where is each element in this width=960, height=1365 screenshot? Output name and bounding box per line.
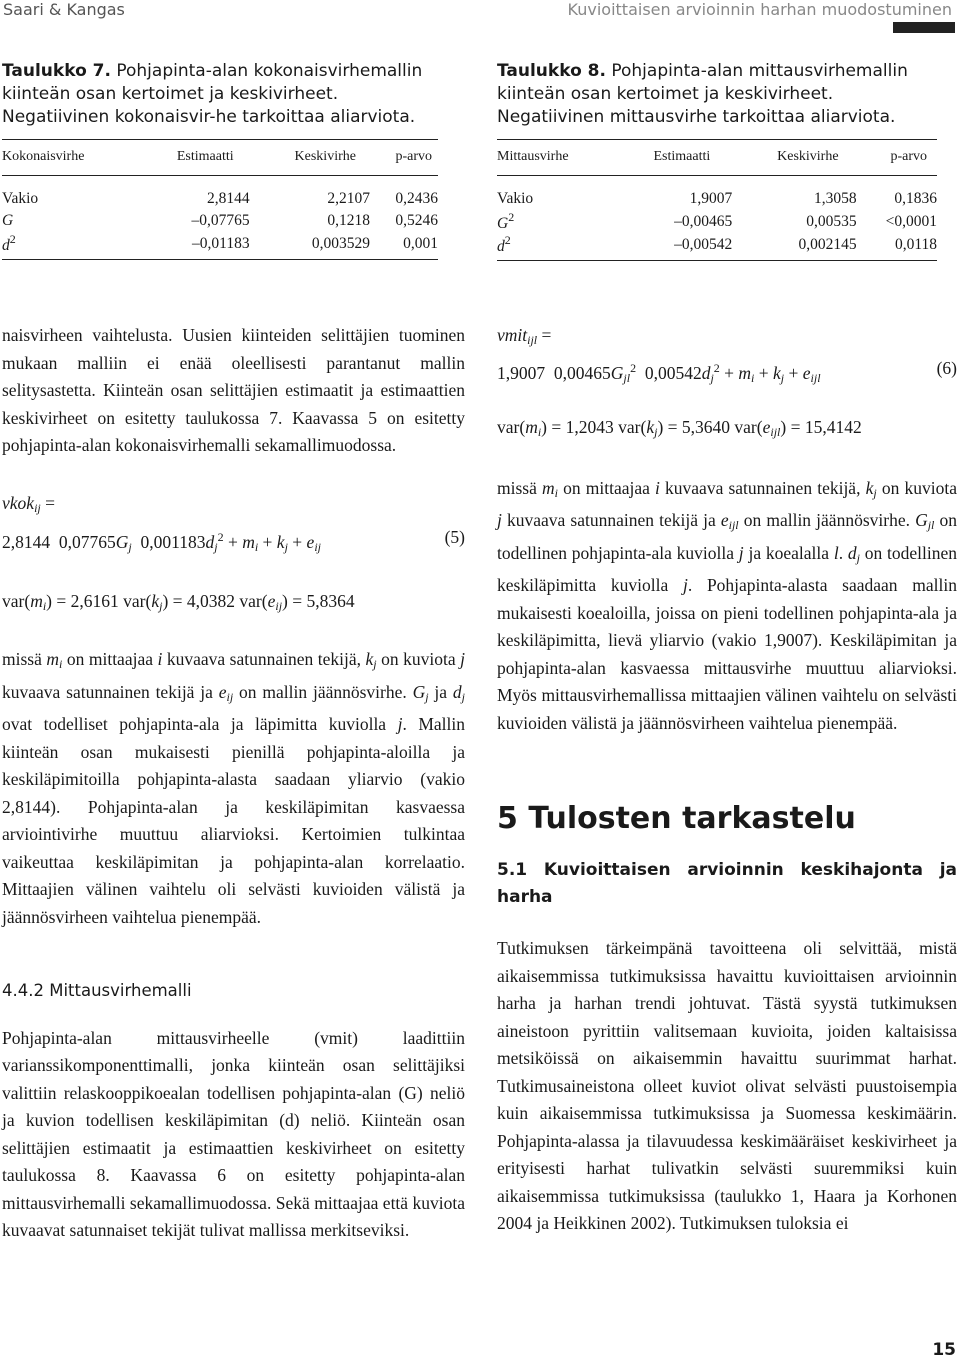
left-column: [2, 322, 465, 1245]
table-row: [2, 176, 438, 211]
table-8-bottom-rule: [497, 260, 937, 261]
table-row: [2, 210, 438, 232]
variance-components-6: var(mi) = 1,2043 var(kj) = 5,3640 var(eijl) = 15,4142: [497, 417, 862, 439]
equation-6: 1,9007 0,00465Gjl$^2$ $0,00542dj^2$ + mi + kj + eijl (6): [497, 355, 957, 393]
paragraph: naisvirheen vaihtelusta. Uusien kiinteiden selittäjien tuominen mukaan malliin ei enää oleellisesti parantanut mallin selitysastetta. Kiinteän osan selittäjien estimaatit ja estimaattien keskivirheet on esitetty taulukossa 7. Kaavassa 5 on esitetty pohjapinta-alan kokonaisvirhemalli sekamallimuodossa.: [2, 325, 465, 455]
subsection-heading: 4.4.2 Mittausvirhemalli: [2, 981, 192, 1000]
table-7-grid: [2, 140, 438, 255]
table-cell: 0,003529: [311, 234, 370, 252]
table-7-caption: [2, 60, 438, 129]
table-8-header: Estimaatti: [653, 149, 711, 164]
variance-components-5: var(mi) = 2,6161 var(kj) = 4,0382 var(eij) = 5,8364: [2, 590, 355, 613]
table-cell: Vakio: [2, 190, 39, 207]
table-7: [2, 60, 438, 260]
table-cell: $d^2$: [2, 232, 16, 254]
running-header-authors: Saari & Kangas: [3, 0, 125, 19]
table-cell: G: [2, 212, 14, 229]
table-7-label: Taulukko 7.: [2, 61, 111, 81]
table-8-header: Mittausvirhe: [497, 149, 569, 164]
table-8-caption-text: Pohjapinta-alan mittausvirhemallin kiinteän osan kertoimet ja keskivirheet. Negatiivinen mittausvirhe tarkoittaa aliarviota.: [497, 61, 908, 127]
table-8-grid: [497, 140, 937, 256]
table-cell: $d^2$: [497, 233, 511, 255]
table-cell: 1,9007: [689, 190, 733, 207]
table-cell: 0,2436: [395, 190, 438, 207]
equation-5: 2,8144 0,07765Gj $0,001183dj^2$ + mi + kj + eij (5): [2, 524, 465, 562]
table-cell: –0,07765: [191, 212, 250, 229]
page-number: 15: [932, 1340, 956, 1360]
table-cell: <0,0001: [885, 212, 937, 230]
right-column: [497, 322, 957, 1238]
table-8-caption: [497, 60, 937, 129]
table-8: [497, 60, 937, 261]
header-bar: [893, 22, 955, 33]
table-row: [497, 210, 937, 233]
equation-6-number: (6): [936, 357, 957, 378]
table-7-header: Kokonaisvirhe: [2, 149, 85, 164]
table-cell: 0,001: [403, 234, 438, 252]
section-title: 5 Tulosten tarkastelu: [497, 801, 856, 836]
table-cell: 0,1836: [894, 190, 937, 207]
table-cell: $G^2$: [497, 210, 515, 232]
table-cell: 1,3058: [813, 190, 857, 207]
paragraph: missä mi on mittaajaa i kuvaava satunnainen tekijä, kj on kuviota j kuvaava satunnainen tekijä ja eijl on mallin jäännösvirhe. Gjl on todellinen pohjapinta-ala kuviolla j ja koealalla l. dj on todellinen keskiläpimitta kuviolla j. Pohjapinta-alasta saadaan mallin mukaisesti koealoilla, joissa on pieni todellinen pohjapinta-ala ja keskiläpimitta, lievä yliarvio (vakio 1,9007). Keskiläpimitan ja pohjapinta-alan kasvaessa mittausvirhe muuttuu aliarvioksi. Myös mittausvirhemallissa mittaajien välinen vaihtelu on selvästi kuvioiden välistä ja jäännösvirheen vaihtelua pienempää.: [497, 477, 958, 733]
table-7-header: Keskivirhe: [294, 149, 356, 164]
table-cell: 2,8144: [206, 190, 250, 207]
table-cell: 0,00535: [806, 212, 857, 230]
table-cell: –0,01183: [192, 234, 250, 252]
table-8-header: Keskivirhe: [777, 149, 839, 164]
table-cell: 0,5246: [395, 212, 438, 229]
table-row: [497, 233, 937, 256]
table-cell: –0,00465: [674, 212, 733, 230]
table-row: [497, 176, 937, 211]
equation-6-lhs: vmitijl =: [497, 325, 552, 347]
table-cell: 0,0118: [894, 235, 937, 253]
paragraph: Tutkimuksen tärkeimpänä tavoitteena oli selvittää, mistä aikaisemmissa tutkimuksissa havaittu kuvioittaisen arvioinnin harha ja harhan trendi johtuvat. Tästä syystä tutkimuksen aineistoon pyrittiin valitsemaan kuvioita, joiden kaltaisissa metsiköissä on aikaisemmin havaittu suurimmat harhat. Tutkimusaineistona olleet kuviot olivat selvästi puustoisempia kuin aikaisemmissa tutkimuksissa ja Suomessa keskimäärin. Pohjapinta-alassa ja tilavuudessa keskimääräiset keskivirheet ja erityisesti harhat tulivatkin selvästi suuremmiksi kuin aikaisemmissa tutkimuksissa (taulukko 1, Haara ja Korhonen 2004 ja Heikkinen 2002). Tutkimuksen tuloksia ei: [497, 938, 957, 1233]
table-8-label: Taulukko 8.: [497, 61, 606, 81]
equation-5-number: (5): [444, 527, 465, 547]
paragraph: Pohjapinta-alan mittausvirheelle (vmit) laadittiin varianssikomponenttimalli, jonka kiinteän osan selittäjiksi valittiin relaskooppikoealan todellisen pohjapinta-alan (G) neliö ja kuvion todellisen keskiläpimitan (d) neliö. Kiinteän osan selittäjien estimaatit ja estimaattien keskivirheet on esitetty taulukossa 8. Kaavassa 6 on esitetty pohjapinta-alan mittausvirhemalli sekamallimuodossa. Sekä mittaajaa että kuviota kuvaavat satunnaiset tekijät tulivat mallissa merkitseviksi.: [2, 1027, 465, 1240]
table-7-caption-text: Pohjapinta-alan kokonaisvirhemallin kiinteän osan kertoimet ja keskivirheet. Negatiivinen kokonaisvir-he tarkoittaa aliarviota.: [2, 61, 423, 127]
subsection-title: 5.1 Kuvioittaisen arvioinnin keskihajonta ja harha: [497, 860, 957, 907]
table-cell: 2,2107: [327, 190, 370, 207]
table-cell: Vakio: [497, 190, 534, 207]
table-cell: –0,00542: [674, 235, 733, 253]
table-7-header: Estimaatti: [176, 149, 234, 164]
equation-5-lhs: vkokij =: [2, 492, 55, 515]
table-cell: 0,002145: [798, 235, 857, 253]
table-row: [2, 232, 438, 255]
running-header-title: Kuvioittaisen arvioinnin harhan muodostuminen: [567, 0, 952, 19]
table-8-header: p-arvo: [890, 149, 927, 164]
table-cell: 0,1218: [327, 212, 370, 229]
paragraph: missä mi on mittaajaa i kuvaava satunnainen tekijä, kj on kuviota j kuvaava satunnainen tekijä ja eij on mallin jäännösvirhe. Gj ja dj ovat todelliset pohjapinta-ala ja läpimitta kuviolla j. Mallin kiinteän osan mukaisesti pienillä pohjapinta-aloilla ja keskiläpimitoilla pohjapinta-alasta saadaan yliarvio (vakio 2,8144). Pohjapinta-alan ja keskiläpimitan kasvaessa arviointivirhe muuttuu aliarvioksi. Kertoimien tulkintaa vaikeuttaa keskiläpimitan ja pohjapinta-alan korrelaatio. Mittaajien välinen vaihtelu oli selvästi kuvioiden välistä ja jäännösvirheen vaihtelua pienempää.: [2, 649, 466, 927]
table-7-header: p-arvo: [395, 149, 432, 164]
table-7-bottom-rule: [2, 259, 438, 260]
